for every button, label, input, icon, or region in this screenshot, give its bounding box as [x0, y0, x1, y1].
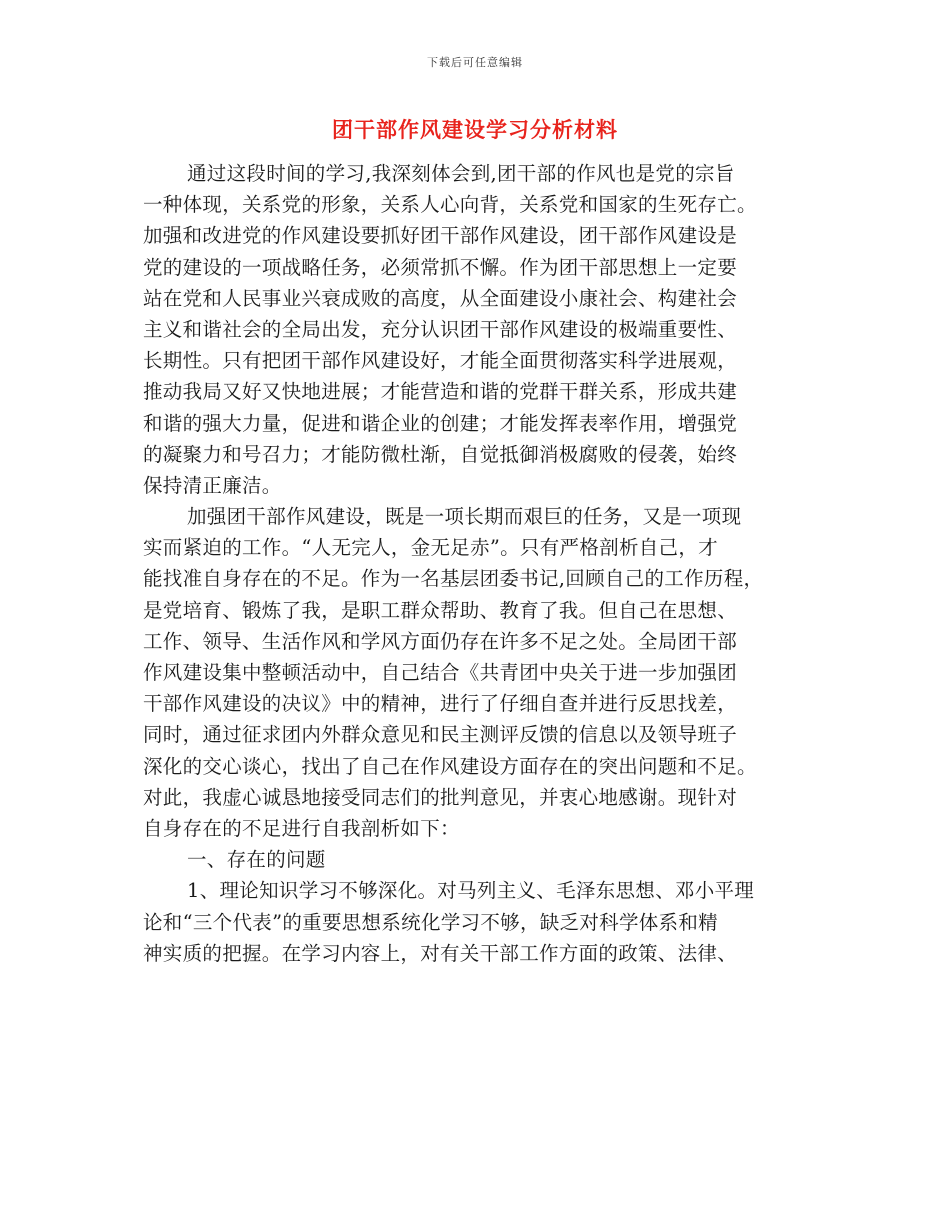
text-line: 一、存在的问题 [187, 848, 326, 872]
text-line: 党的建设的一项战略任务，必须常抓不懈。作为团干部思想上一定要 [143, 255, 738, 279]
text-line: 论和“三个代表”的重要思想系统化学习不够，缺乏对科学体系和精 [143, 910, 718, 934]
header-note: 下载后可任意编辑 [427, 56, 523, 69]
text-line: 对此，我虚心诚恳地接受同志们的批判意见，并衷心地感谢。现针对 [143, 785, 738, 809]
text-line: 同时，通过征求团内外群众意见和民主测评反馈的信息以及领导班子 [143, 723, 738, 747]
document-body [143, 158, 815, 969]
document-title: 团干部作风建设学习分析材料 [332, 117, 618, 142]
text-line: 能找准自身存在的不足。作为一名基层团委书记,回顾自己的工作历程， [143, 567, 764, 591]
text-line: 保持清正廉洁。 [143, 473, 282, 497]
text-line: 加强团干部作风建设，既是一项长期而艰巨的任务，又是一项现 [187, 505, 742, 529]
text-line: 是党培育、锻炼了我，是职工群众帮助、教育了我。但自己在思想、 [143, 598, 738, 622]
text-line: 加强和改进党的作风建设要抓好团干部作风建设，团干部作风建设是 [143, 224, 738, 248]
text-line: 主义和谐社会的全局出发，充分认识团干部作风建设的极端重要性、 [143, 317, 738, 341]
text-line: 作风建设集中整顿活动中，自己结合《共青团中央关于进一步加强团 [143, 661, 738, 684]
text-line: 神实质的把握。在学习内容上，对有关干部工作方面的政策、法律、 [143, 941, 738, 965]
text-line: 通过这段时间的学习,我深刻体会到,团干部的作风也是党的宗旨 [187, 162, 735, 185]
text-line: 和谐的强大力量，促进和谐企业的创建；才能发挥表率作用，增强党 [143, 411, 738, 435]
text-line: 自身存在的不足进行自我剖析如下： [143, 816, 460, 840]
text-line: 站在党和人民事业兴衰成败的高度，从全面建设小康社会、构建社会 [143, 286, 738, 310]
text-line: 工作、领导、生活作风和学风方面仍存在许多不足之处。全局团干部 [143, 629, 738, 653]
text-line: 1、理论知识学习不够深化。对马列主义、毛泽东思想、邓小平理 [187, 879, 755, 903]
text-line: 实而紧迫的工作。“人无完人，金无足赤”。只有严格剖析自己，才 [143, 536, 718, 560]
text-line: 干部作风建设的决议》中的精神，进行了仔细自查并进行反思找差， [143, 692, 738, 716]
text-line: 的凝聚力和号召力；才能防微杜渐，自觉抵御消极腐败的侵袭，始终 [143, 442, 738, 466]
text-line: 推动我局又好又快地进展；才能营造和谐的党群干群关系，形成共建 [143, 380, 738, 404]
text-line: 深化的交心谈心，找出了自己在作风建设方面存在的突出问题和不足。 [143, 754, 757, 778]
text-line: 长期性。只有把团干部作风建设好，才能全面贯彻落实科学进展观， [143, 349, 738, 373]
text-line: 一种体现，关系党的形象，关系人心向背，关系党和国家的生死存亡。 [143, 193, 757, 217]
